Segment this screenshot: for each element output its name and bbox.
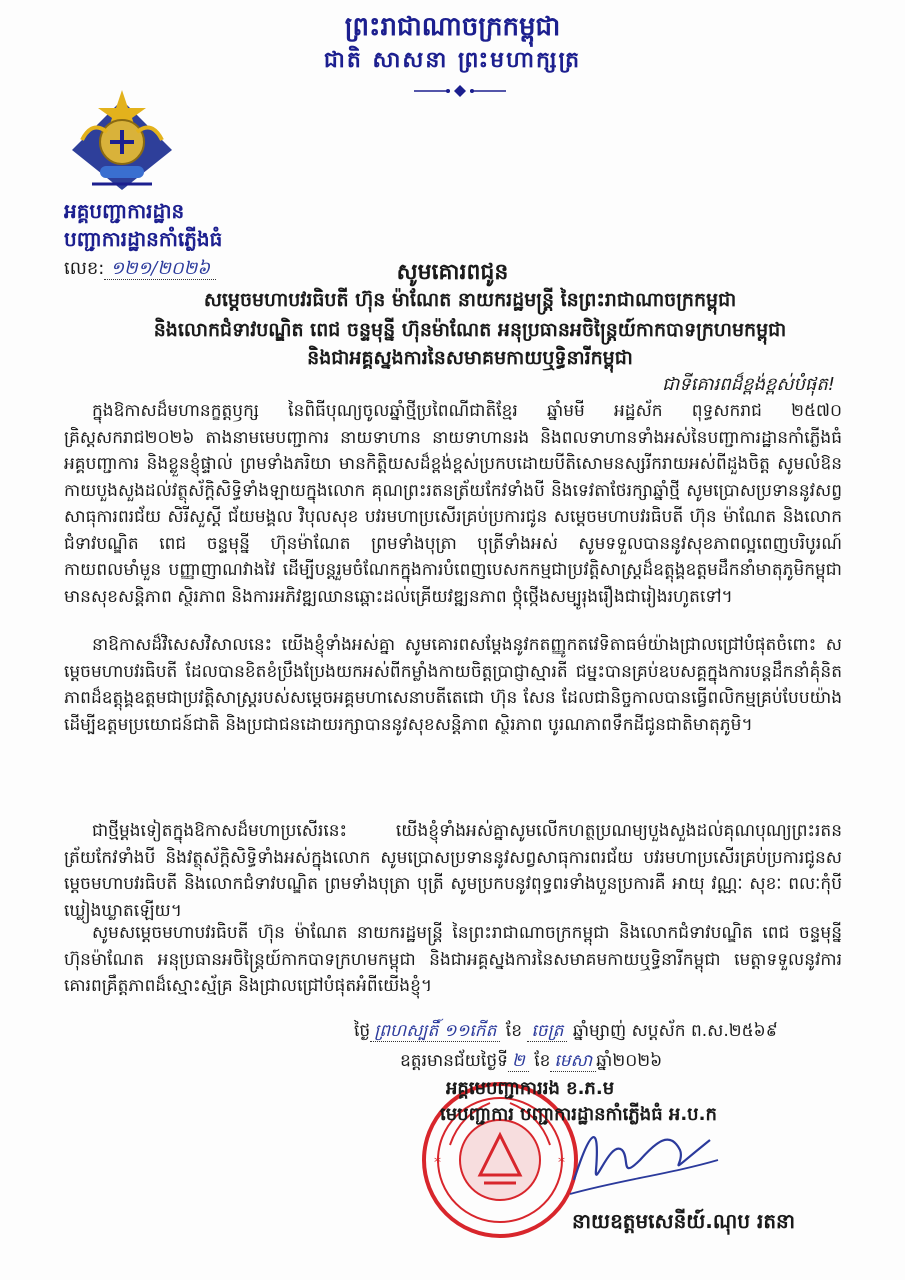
lunar-year: ឆ្នាំម្សាញ់ សប្តស័ក ព.ស.២៥៦៩ [572,1021,778,1041]
salutation-title: សូមគោរពជូន [396,260,509,285]
solar-date [400,1050,662,1075]
issuer-org-line1: អគ្គបញ្ជាការដ្ឋាន [64,199,185,223]
lunar-day: ព្រហស្បតិ៍ ១១កើត [370,1021,500,1042]
national-motto: ជាតិ សាសនា ព្រះមហាក្សត្រ [323,48,582,73]
ornament-divider [412,84,508,98]
body-paragraph-1: ក្នុងឱកាសដ៏មហានក្ខត្តឫក្ស នៃពិធីបុណ្យចូលឆ្នាំថ្មីប្រពៃណីជាតិខ្មែរ ឆ្នាំមមី អដ្ឋស័ក ពុទ្ធសករាជ ២៥៧០ គ្រិស្តសករាជ២០២៦ តាងនាមមេបញ្ជាការ នាយទាហាន នាយទាហានរង និងពលទាហានទាំងអស់នៃបញ្ជាការដ្ឋានកាំភ្លើងធំ អគ្គបញ្ជាការ និងខ្លួនខ្ញុំផ្ទាល់ ព្រមទាំងភរិយា មានកិត្តិយសដ៏ខ្ពង់ខ្ពស់ប្រកបដោយបីតិសោមនស្សរីករាយអស់ពីដួងចិត្ត សូមលំឱនកាយបួងសួងដល់វត្ថុស័ក្តិសិទ្ធិទាំងឡាយក្នុងលោក គុណព្រះរតនត្រ័យកែវទាំងបី និងទេវតាថែរក្សាឆ្នាំថ្មី សូមប្រោសប្រទាននូវសព្វសាធុការពរជ័យ សិរីសួស្តី ជ័យមង្គល វិបុលសុខ បវរមហាប្រសើរគ្រប់ប្រការជូន សម្តេចមហាបវរធិបតី ហ៊ុន ម៉ាណែត និងលោកជំទាវបណ្ឌិត ពេជ ចន្ទមុន្នី ហ៊ុនម៉ាណែត ព្រមទាំងបុត្រា បុត្រីទាំងអស់ សូមទទួលបាននូវសុខភាពល្អពេញបរិបូរណ៍ កាយពលមាំមួន បញ្ញាញាណវាងវៃ ដើម្បីបន្តរួមចំណែកក្នុងការបំពេញបេសកកម្មជាប្រវត្តិសាស្ត្រដ៏ឧត្តុង្គឧត្តមដឹកនាំមាតុភូមិកម្ពុជាមានសុខសន្តិភាព ស្ថិរភាព និងការអភិវឌ្ឍឈានឆ្ពោះដល់គ្រើយវឌ្ឍនភាព ថ្កុំថ្កើងសម្បូរុងរឿងជារៀងរហូតទៅ។ [64,401,842,607]
recipient-line1: សម្តេចមហាបវរធិបតី ហ៊ុន ម៉ាណែត នាយករដ្ឋមន្ត្រី នៃព្រះរាជាណាចក្រកម្ពុជា [203,289,737,311]
reference-label: លេខ: [64,258,105,279]
issuer-org-line2: បញ្ជាការដ្ឋានកាំភ្លើងធំ [64,227,223,251]
signatory-name: នាយឧត្តមសេនីយ៍.ណុប រតនា [572,1209,796,1233]
artillery-command-emblem [62,80,182,200]
solar-day: ២ [508,1051,529,1072]
handwritten-signature [560,1110,720,1200]
body-paragraph-3: ជាថ្មីម្តងទៀតក្នុងឱកាសដ៏មហាប្រសើរនេះ យើងខ្ញុំទាំងអស់គ្នាសូមលើកហត្ថប្រណម្យបួងសួងដល់គុណបុណ្យព្រះរតនត្រ័យកែវទាំងបី និងវត្ថុស័ក្តិសិទ្ធិទាំងអស់ក្នុងលោក សូមប្រោសប្រទាននូវសព្វសាធុការពរជ័យ បវរមហាប្រសើរគ្រប់ប្រការជូនសម្តេចមហាបវរធិបតី និងលោកជំទាវបណ្ឌិត ព្រមទាំងបុត្រា បុត្រី សូមប្រកបនូវពុទ្ធពរទាំងបួនប្រការគឺ អាយុ វណ្ណៈ សុខៈ ពលៈកុំបីឃ្លៀងឃ្លាតឡើយ។ [64,821,842,921]
signatory-title-1: អគ្គមេបញ្ជាការរង ខ.ភ.ម [446,1078,615,1099]
solar-month: មេសា [550,1051,596,1072]
signatory-title-2: មេបញ្ជាការ បញ្ជាការដ្ឋានកាំភ្លើងធំ អ.ប.ក [440,1104,717,1125]
lunar-month-prefix: ខែ [505,1021,522,1041]
reference-value: ១២១/២០២៦ [104,258,216,280]
kingdom-title: ព្រះរាជាណាចក្រកម្ពុជា [344,12,561,42]
svg-text:*: * [434,1155,441,1171]
body-paragraph-2: នាឱកាសដ៏វិសេសវិសាលនេះ យើងខ្ញុំទាំងអស់គ្នា សូមគោរពសម្តែងនូវកតញ្ញូកតវេទិតាធម៌យ៉ាងជ្រាលជ្រៅបំផុតចំពោះ សម្តេចមហាបវរធិបតី ដែលបានខិតខំប្រឹងប្រែងយកអស់ពីកម្លាំងកាយចិត្តប្រាជ្ញាស្មារតី ជម្នះបានគ្រប់ឧបសគ្គក្នុងការបន្តដឹកនាំគុំនិតភាពដ៏ឧត្តុង្គឧត្តមជាប្រវត្តិសាស្ត្ររបស់សម្តេចអគ្គមហាសេនាបតីតេជោ ហ៊ុន សែន ដែលជានិច្ចកាលបានធ្វើពលិកម្មគ្រប់បែបយ៉ាង ដើម្បីឧត្តមប្រយោជន៍ជាតិ និងប្រជាជនដោយរក្សាបាននូវសុខសន្តិភាព ស្ថិរភាព បូរណភាពទឹកដីជូនជាតិមាតុភូមិ។ [64,635,842,735]
lunar-month: ចេត្រ [527,1021,567,1042]
lunar-date [354,1020,778,1045]
recipient-line3: និងជាអគ្គស្នងការនៃសមាគមកាយឬទ្ធិនារីកម្ពុជា [307,347,633,369]
recipient-line2: និងលោកជំទាវបណ្ឌិត ពេជ ចន្ទមុន្នី ហ៊ុនម៉ាណែត អនុប្រធានអចិន្ត្រៃយ៍កាកបាទក្រហមកម្ពុជា [153,319,787,341]
svg-text:*: * [558,1155,565,1171]
solar-month-prefix: ខែ [534,1051,551,1071]
solar-date-prefix: ឧត្តរមានជ័យថ្ងៃទី [400,1051,508,1071]
reverence-phrase: ជាទីគោរពដ៏ខ្ពង់ខ្ពស់បំផុត! [662,374,835,395]
body-paragraph-4: សូមសម្តេចមហាបវរធិបតី ហ៊ុន ម៉ាណែត នាយករដ្ឋមន្ត្រី នៃព្រះរាជាណាចក្រកម្ពុជា និងលោកជំទាវបណ្ឌិត ពេជ ចន្ទមុន្នី ហ៊ុនម៉ាណែត អនុប្រធានអចិន្ត្រៃយ៍កាកបាទក្រហមកម្ពុជា និងជាអគ្គស្នងការនៃសមាគមកាយឬទ្ធិនារីកម្ពុជា មេត្តាទទួលនូវការគោរពគ្រឹត្តភាពដ៏ស្មោះស្ម័គ្រ និងជ្រាលជ្រៅបំផុតអំពីយើងខ្ញុំ។ [64,923,842,996]
lunar-date-prefix: ថ្ងៃ [354,1021,371,1041]
solar-year: ឆ្នាំ២០២៦ [596,1051,663,1071]
